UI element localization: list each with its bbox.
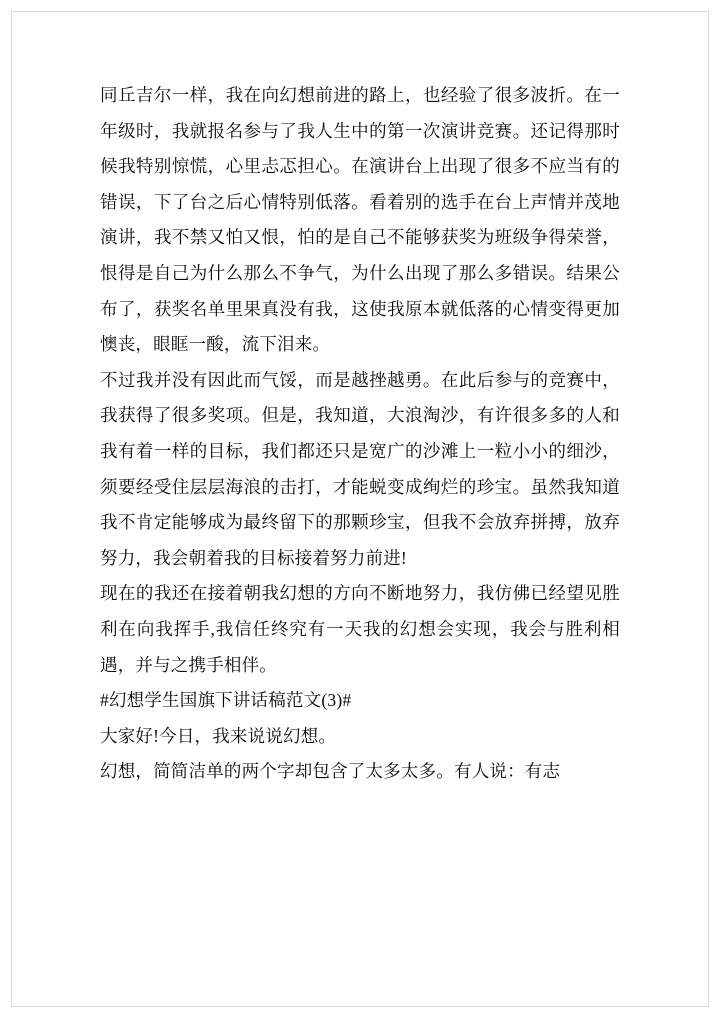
paragraph: 现在的我还在接着朝我幻想的方向不断地努力，我仿佛已经望见胜利在向我挥手,我信任终究有一天我的幻想会实现，我会与胜利相遇，并与之携手相伴。 bbox=[100, 583, 620, 675]
paragraph: 幻想，简简洁单的两个字却包含了太多太多。有人说：有志 bbox=[100, 761, 561, 782]
document-body bbox=[100, 78, 620, 790]
section-heading: #幻想学生国旗下讲话稿范文(3)# bbox=[100, 690, 352, 711]
paragraph: 不过我并没有因此而气馁，而是越挫越勇。在此后参与的竞赛中，我获得了很多奖项。但是，我知道，大浪淘沙，有许很多多的人和我有着一样的目标，我们都还只是宽广的沙滩上一粒小小的细沙，须要经受住层层海浪的击打，才能蜕变成绚烂的珍宝。虽然我知道我不肯定能够成为最终留下的那颗珍宝，但我不会放弃拼搏，放弃努力，我会朝着我的目标接着努力前进! bbox=[100, 369, 620, 568]
paragraph: 同丘吉尔一样，我在向幻想前进的路上，也经验了很多波折。在一年级时，我就报名参与了我人生中的第一次演讲竞赛。还记得那时候我特别惊慌，心里忐忑担心。在演讲台上出现了很多不应当有的错误，下了台之后心情特别低落。看着别的选手在台上声情并茂地演讲，我不禁又怕又恨，怕的是自己不能够获奖为班级争得荣誉，恨得是自己为什么那么不争气，为什么出现了那么多错误。结果公布了，获奖名单里果真没有我，这使我原本就低落的心情变得更加懊丧，眼眶一酸，流下泪来。 bbox=[100, 85, 620, 355]
paragraph: 大家好!今日，我来说说幻想。 bbox=[100, 725, 337, 746]
